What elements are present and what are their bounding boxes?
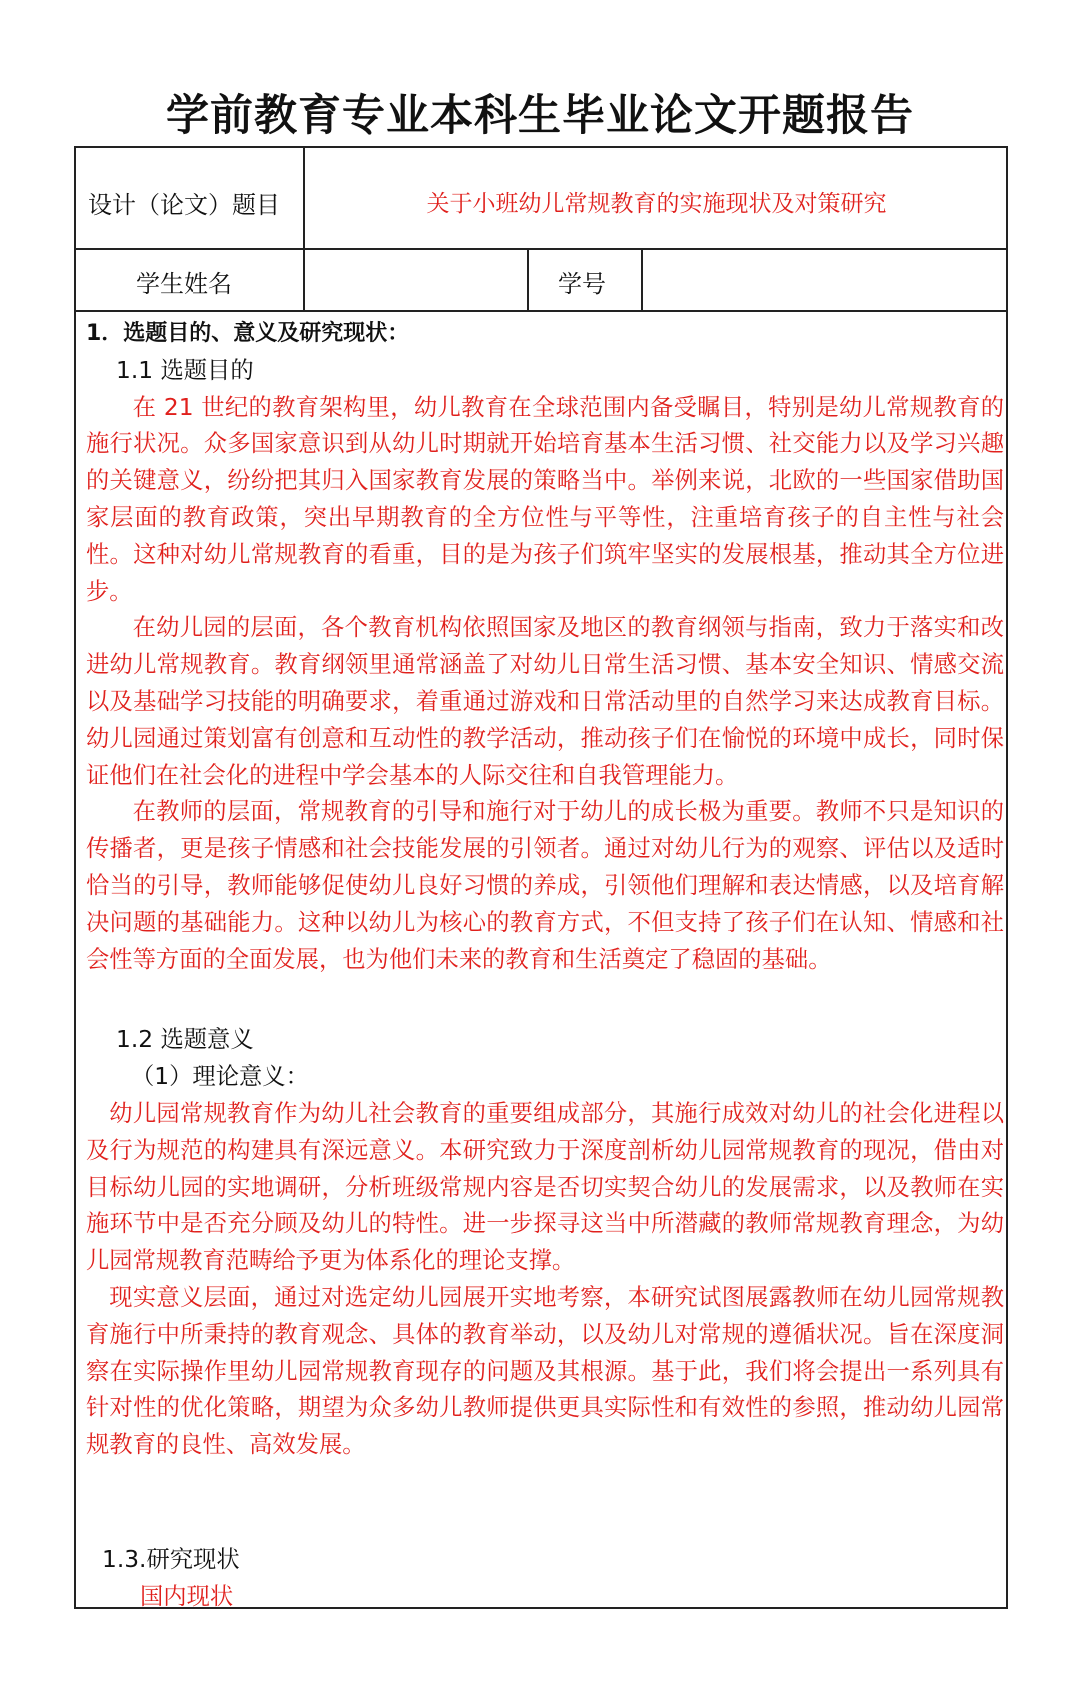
table-divider bbox=[641, 248, 643, 310]
topic-label: 设计（论文）题目 bbox=[88, 191, 280, 219]
paragraph: 现实意义层面，通过对选定幼儿园展开实地考察，本研究试图展露教师在幼儿园常规教育施行中所秉持的教育观念、具体的教育举动，以及幼儿对常规的遵循状况。旨在深度洞察在实际操作里幼儿园常规教育现存的问题及其根源。基于此，我们将会提出一系列具有针对性的优化策略，期望为众多幼儿教师提供更具实际性和有效性的参照，推动幼儿园常规教育的良性、高效发展。 bbox=[86, 1283, 1004, 1459]
sub-heading: 国内现状 bbox=[140, 1582, 234, 1610]
report-body bbox=[86, 316, 1004, 1616]
table-divider bbox=[527, 248, 529, 310]
section-heading: 1．选题目的、意义及研究现状： bbox=[86, 321, 410, 346]
student-name-label: 学生姓名 bbox=[136, 270, 232, 298]
paragraph: 在 21 世纪的教育架构里，幼儿教育在全球范围内备受瞩目，特别是幼儿常规教育的施行状况。众多国家意识到从幼儿时期就开始培育基本生活习惯、社交能力以及学习兴趣的关键意义，纷纷把其归入国家教育发展的策略当中。举例来说，北欧的一些国家借助国家层面的教育政策，突出早期教育的全方位性与平等性，注重培育孩子的自主性与社会性。这种对幼儿常规教育的看重，目的是为孩子们筑牢坚实的发展根基，推动其全方位进步。 bbox=[86, 393, 1004, 605]
subsection-heading: 1.1 选题目的 bbox=[116, 356, 254, 384]
document-title: 学前教育专业本科生毕业论文开题报告 bbox=[166, 91, 914, 141]
subsection-heading: 1.3.研究现状 bbox=[102, 1545, 240, 1573]
paragraph: 在幼儿园的层面，各个教育机构依照国家及地区的教育纲领与指南，致力于落实和改进幼儿常规教育。教育纲领里通常涵盖了对幼儿日常生活习惯、基本安全知识、情感交流以及基础学习技能的明确要求，着重通过游戏和日常活动里的自然学习来达成教育目标。幼儿园通过策划富有创意和互动性的教学活动，推动孩子们在愉悦的环境中成长，同时保证他们在社会化的进程中学会基本的人际交往和自我管理能力。 bbox=[86, 614, 1004, 789]
table-divider bbox=[303, 146, 305, 310]
subsection-heading: 1.2 选题意义 bbox=[116, 1026, 254, 1054]
topic-value: 关于小班幼儿常规教育的实施现状及对策研究 bbox=[426, 191, 887, 217]
paragraph: 在教师的层面，常规教育的引导和施行对于幼儿的成长极为重要。教师不只是知识的传播者，更是孩子情感和社会技能发展的引领者。通过对幼儿行为的观察、评估以及适时恰当的引导，教师能够促使幼儿良好习惯的养成，引领他们理解和表达情感，以及培育解决问题的基础能力。这种以幼儿为核心的教育方式，不但支持了孩子们在认知、情感和社会性等方面的全面发展，也为他们未来的教育和生活奠定了稳固的基础。 bbox=[86, 798, 1004, 973]
table-divider bbox=[74, 310, 1008, 312]
student-id-label: 学号 bbox=[558, 270, 606, 298]
sub-heading: （1）理论意义： bbox=[131, 1063, 309, 1091]
table-divider bbox=[74, 248, 1008, 250]
paragraph: 幼儿园常规教育作为幼儿社会教育的重要组成部分，其施行成效对幼儿的社会化进程以及行为规范的构建具有深远意义。本研究致力于深度剖析幼儿园常规教育的现况，借由对目标幼儿园的实地调研，分析班级常规内容是否切实契合幼儿的发展需求，以及教师在实施环节中是否充分顾及幼儿的特性。进一步探寻这当中所潜藏的教师常规教育理念，为幼儿园常规教育范畴给予更为体系化的理论支撑。 bbox=[86, 1099, 1004, 1275]
